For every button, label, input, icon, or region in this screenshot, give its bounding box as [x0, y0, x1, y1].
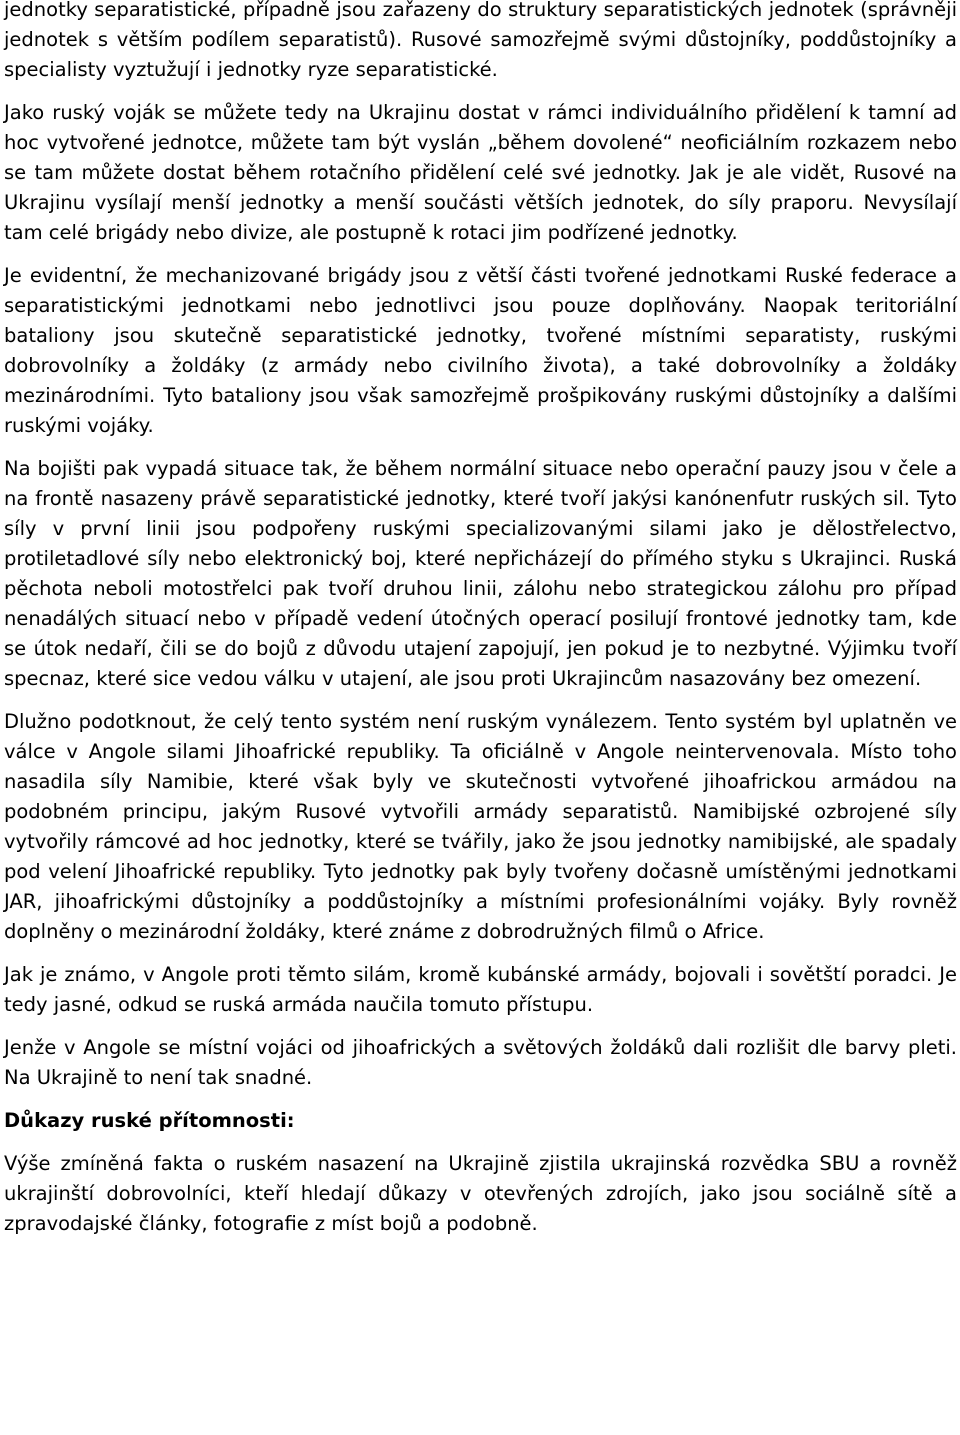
- paragraph-russian-soldier-deployment: Jako ruský voják se můžete tedy na Ukrajinu dostat v rámci individuálního přidělení k tamní ad hoc vytvořené jednotce, můžete tam být vyslán „během dovolené“ neoficiálním rozkazem nebo se tam můžete dostat během rotačního přidělení celé své jednotky. Jak je ale vidět, Rusové na Ukrajinu vysílají menší jednotky a menší součásti větších jednotek, do síly praporu. Nevysílají tam celé brigády nebo divize, ale postupně k rotaci jim podřízené jednotky.: [4, 101, 957, 244]
- section-heading: Důkazy ruské přítomnosti:: [4, 1109, 295, 1132]
- paragraph-sbu-findings: Výše zmíněná fakta o ruském nasazení na Ukrajině zjistila ukrajinská rozvědka SBU a rovněž ukrajinští dobrovolníci, kteří hledají důkazy v otevřených zdrojích, jako jsou sociálně sítě a zpravodajské články, fotografie z míst bojů a podobně.: [4, 1152, 957, 1235]
- paragraph-angola-comparison: Dlužno podotknout, že celý tento systém není ruským vynálezem. Tento systém byl uplatněn ve válce v Angole silami Jihoafrické republiky. Ta oficiálně v Angole neintervenovala. Místo toho nasadila síly Namibie, které však byly ve skutečnosti vytvořené jihoafrickou armádou na podobném principu, jakým Rusové vytvořili armády separatistů. Namibijské ozbrojené síly vytvořily rámcové ad hoc jednotky, které se tvářily, jako že jsou jednotky namibijské, ale spadaly pod velení Jihoafrické republiky. Tyto jednotky pak byly tvořeny dočasně umístěnými jednotkami JAR, jihoafrickými důstojníky a poddůstojníky a místními profesionálními vojáky. Byly rovněž doplněny o mezinárodní žoldáky, které známe z dobrodružných filmů o Africe.: [4, 710, 957, 943]
- paragraph-skin-color: Jenže v Angole se místní vojáci od jihoafrických a světových žoldáků dali rozlišit dle barvy pleti. Na Ukrajině to není tak snadné.: [4, 1036, 957, 1089]
- paragraph-mechanized-brigades: Je evidentní, že mechanizované brigády jsou z větší části tvořené jednotkami Ruské federace a separatistickými jednotkami nebo jednotlivci jsou pouze doplňovány. Naopak teritoriální bataliony jsou skutečně separatistické jednotky, tvořené místními separatisty, ruskými dobrovolníky a žoldáky (z armády nebo civilního života), a také dobrovolníky a žoldáky mezinárodními. Tyto bataliony jsou však samozřejmě prošpikovány ruskými důstojníky a dalšími ruskými vojáky.: [4, 264, 957, 437]
- paragraph-continuation: jednotky separatistické, případně jsou zařazeny do struktury separatistických jednotek (správněji jednotek s větším podílem separatistů). Rusové samozřejmě svými důstojníky, poddůstojníky a specialisty vyztužují i jednotky ryze separatistické.: [4, 0, 957, 81]
- paragraph-soviet-advisers: Jak je známo, v Angole proti těmto silám, kromě kubánské armády, bojovali i sovětští poradci. Je tedy jasné, odkud se ruská armáda naučila tomuto přístupu.: [4, 963, 957, 1016]
- paragraph-battlefield-situation: Na bojišti pak vypadá situace tak, že během normální situace nebo operační pauzy jsou v čele a na frontě nasazeny právě separatistické jednotky, které tvoří jakýsi kanónenfutr ruských sil. Tyto síly v první linii jsou podpořeny ruskými specializovanými silami jako je dělostřelectvo, protiletadlové síly nebo elektronický boj, které nepřicházejí do přímého styku s Ukrajinci. Ruská pěchota neboli motostřelci pak tvoří druhou linii, zálohu nebo strategickou zálohu pro případ nenadálých situací nebo v případě vedení útočných operací posilují frontové jednotky tam, kde se útok nedaří, čili se do bojů z důvodu utajení zapojují, jen pokud je to nezbytné. Výjimku tvoří specnaz, které sice vedou válku v utajení, ale jsou proti Ukrajincům nasazovány bez omezení.: [4, 457, 957, 690]
